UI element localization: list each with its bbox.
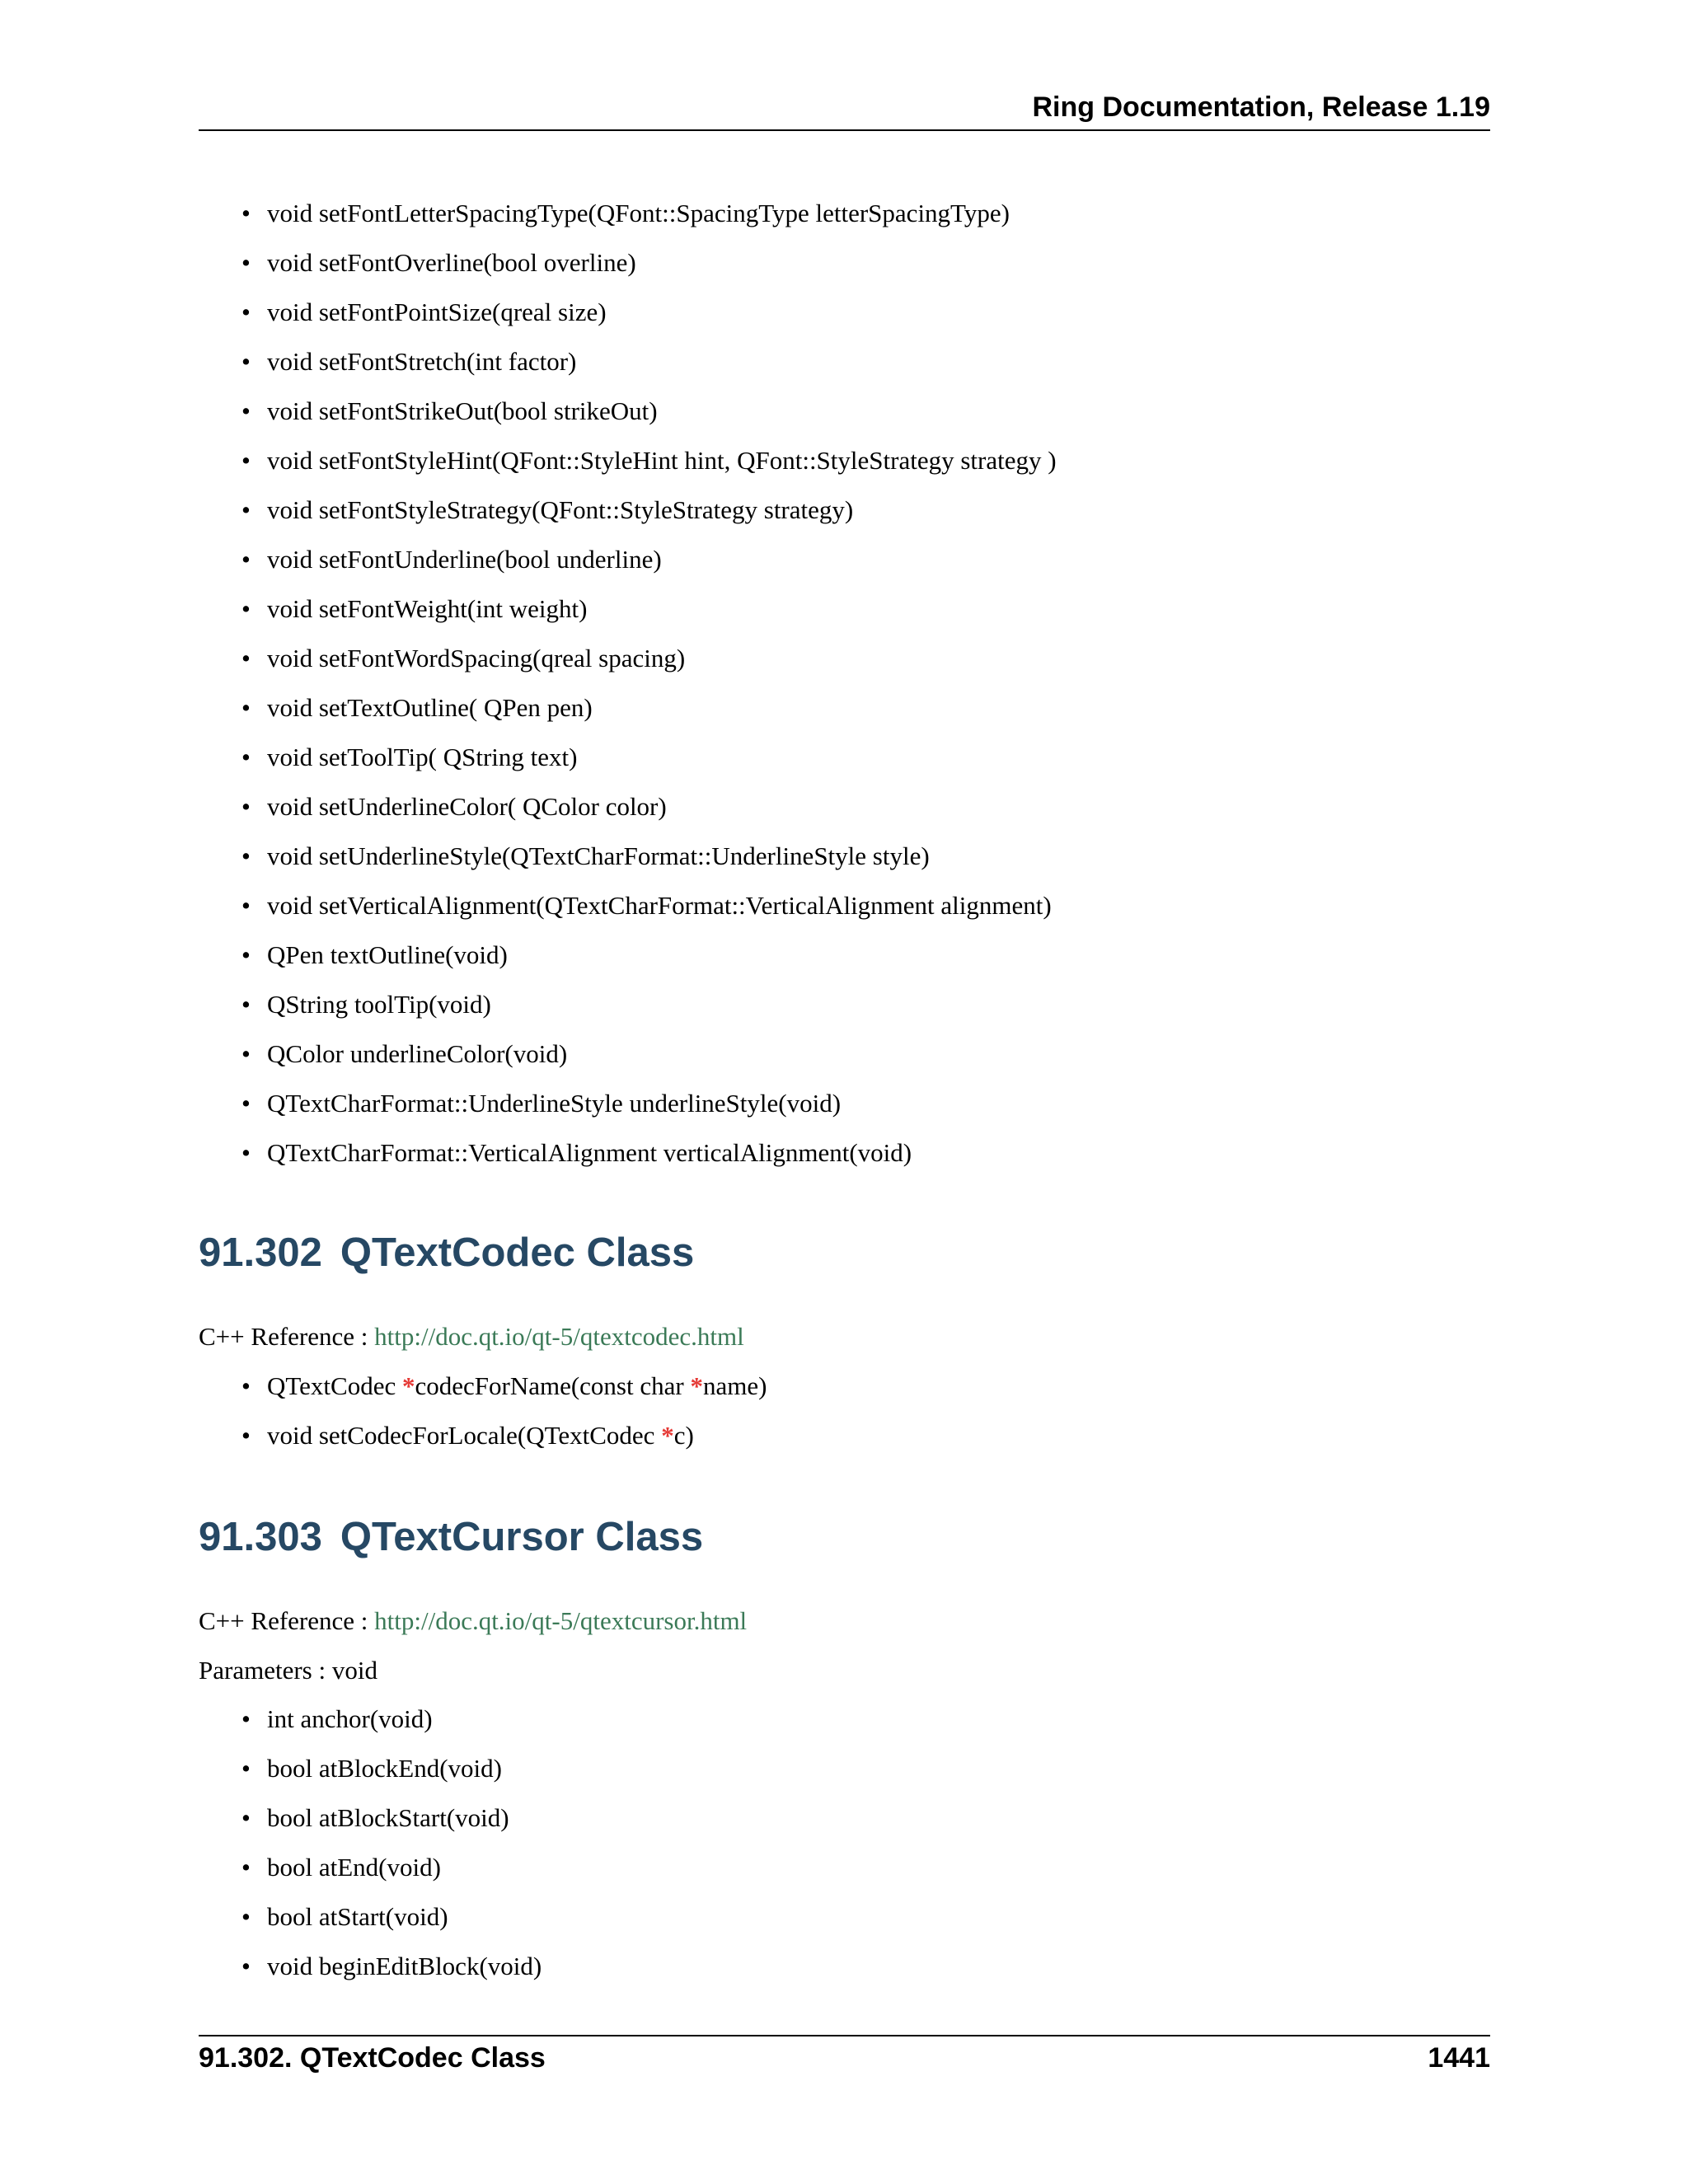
reference-label: C++ Reference : — [199, 1606, 368, 1635]
section-title: QTextCursor Class — [340, 1515, 704, 1559]
list-item: • void setFontWeight(int weight) — [0, 591, 1057, 640]
section-number: 91.303 — [199, 1515, 322, 1559]
list-item: • bool atEnd(void) — [0, 1849, 542, 1899]
header-rule — [199, 129, 1490, 131]
list-item: • QTextCharFormat::VerticalAlignment verticalAlignment(void) — [0, 1135, 1057, 1184]
list-item: • int anchor(void) — [0, 1701, 542, 1750]
list-item: • bool atBlockEnd(void) — [0, 1750, 542, 1800]
list-item — [0, 1368, 767, 1418]
method-list-qtextcodec — [0, 1368, 767, 1467]
section-heading-qtextcursor — [199, 1512, 703, 1562]
code-text: codecForName(const char — [415, 1371, 691, 1400]
reference-link[interactable]: http://doc.qt.io/qt-5/qtextcodec.html — [374, 1322, 744, 1351]
pointer-asterisk: * — [690, 1371, 703, 1400]
list-item: • QPen textOutline(void) — [0, 937, 1057, 987]
pointer-asterisk: * — [401, 1371, 415, 1400]
code-text: name) — [702, 1371, 767, 1400]
list-item: • void setFontOverline(bool overline) — [0, 245, 1057, 294]
parameters-line: Parameters : void — [199, 1656, 377, 1685]
list-item: • QTextCharFormat::UnderlineStyle underlineStyle(void) — [0, 1085, 1057, 1135]
list-item: • void setFontLetterSpacingType(QFont::SpacingType letterSpacingType) — [0, 195, 1057, 245]
running-header: Ring Documentation, Release 1.19 — [1032, 91, 1490, 123]
pointer-asterisk: * — [661, 1421, 674, 1450]
list-item: • void setToolTip( QString text) — [0, 739, 1057, 789]
list-item: • QString toolTip(void) — [0, 987, 1057, 1036]
method-list-qtextcharformat — [0, 195, 1057, 1184]
section-number: 91.302 — [199, 1230, 322, 1275]
list-item: • bool atBlockStart(void) — [0, 1800, 542, 1849]
section-heading-qtextcodec — [199, 1228, 694, 1277]
list-item: • void setFontStyleStrategy(QFont::StyleStrategy strategy) — [0, 492, 1057, 541]
page-number: 1441 — [1428, 2042, 1490, 2074]
cpp-reference-qtextcursor — [199, 1603, 747, 1639]
list-item: • void setFontStyleHint(QFont::StyleHint hint, QFont::StyleStrategy strategy ) — [0, 443, 1057, 492]
list-item — [0, 1418, 767, 1467]
code-text: void setCodecForLocale(QTextCodec — [267, 1421, 662, 1450]
list-item: • void setTextOutline( QPen pen) — [0, 690, 1057, 739]
code-text: QTextCodec — [267, 1371, 402, 1400]
list-item: • void setFontStretch(int factor) — [0, 344, 1057, 393]
footer-rule — [199, 2035, 1490, 2036]
running-footer — [199, 2040, 1490, 2076]
list-item: • void setUnderlineColor( QColor color) — [0, 789, 1057, 838]
list-item: • QColor underlineColor(void) — [0, 1036, 1057, 1085]
list-item: • void setFontStrikeOut(bool strikeOut) — [0, 393, 1057, 443]
code-text: c) — [673, 1421, 694, 1450]
footer-section: 91.302. QTextCodec Class — [199, 2042, 546, 2074]
list-item: • void setFontUnderline(bool underline) — [0, 541, 1057, 591]
reference-link[interactable]: http://doc.qt.io/qt-5/qtextcursor.html — [374, 1606, 748, 1635]
list-item: • void setVerticalAlignment(QTextCharFormat::VerticalAlignment alignment) — [0, 888, 1057, 937]
list-item: • void beginEditBlock(void) — [0, 1948, 542, 1998]
list-item: • void setUnderlineStyle(QTextCharFormat::UnderlineStyle style) — [0, 838, 1057, 888]
list-item: • void setFontPointSize(qreal size) — [0, 294, 1057, 344]
section-title: QTextCodec Class — [340, 1230, 695, 1275]
list-item: • void setFontWordSpacing(qreal spacing) — [0, 640, 1057, 690]
method-list-qtextcursor — [0, 1701, 542, 1998]
reference-label: C++ Reference : — [199, 1322, 368, 1351]
cpp-reference-qtextcodec — [199, 1319, 744, 1355]
list-item: • bool atStart(void) — [0, 1899, 542, 1948]
